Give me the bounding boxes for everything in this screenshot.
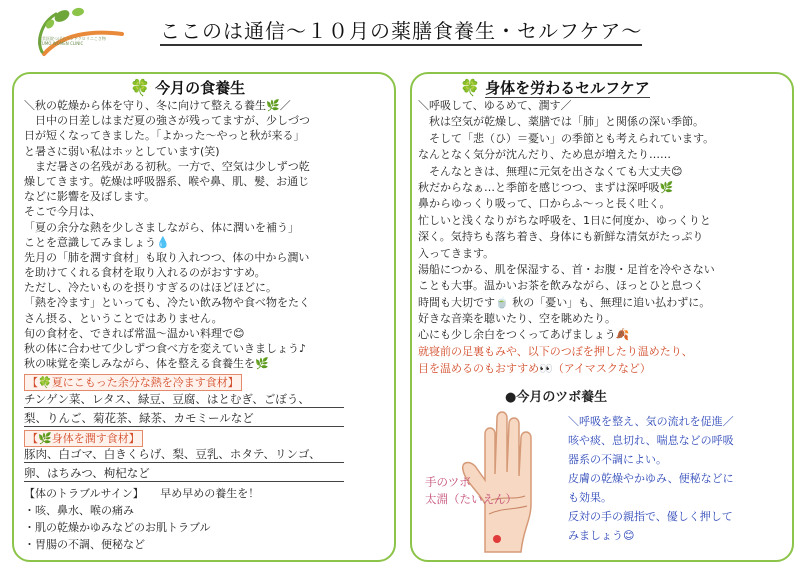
tsubo-desc-line: 咳や痰、息切れ、喘息などの呼吸: [568, 434, 734, 447]
left-line: 秋の味覚を楽しみながら、体を整える食養生を🌿: [24, 357, 269, 371]
right-line: 鼻からゆっくり吸って、口からふ〜っと長く吐く。: [418, 197, 671, 211]
left-body: [24, 98, 310, 371]
right-panel-heading: 🍀 身体を労わるセルフケア: [460, 78, 650, 97]
left-line: を助けてくれる食材を取り入れるのがおすすめ。: [24, 266, 266, 280]
right-line: なんとなく気分が沈んだり、ため息が増えたり……: [418, 148, 671, 162]
trouble-title: 【体のトラブルサイン】 早め早めの養生を！: [24, 487, 260, 500]
left-line: 先月の「肺を潤す食材」も取り入れつつ、体の中から潤い: [24, 250, 310, 264]
moistening-foods-tag: 【🌿身体を潤す食材】: [24, 430, 143, 447]
logo-text: 出雲医院つばらバンドクロリニこさ物 IZUMO WOMEN CLINIC: [38, 36, 106, 46]
left-line: ただし、冷たいものを摂りすぎるのはほどほどに。: [24, 281, 277, 295]
left-line: 秋の体に合わせて少しずつ食べ方を変えていきましょう♪: [24, 342, 307, 355]
tsubo-desc-line: ＼呼吸を整え、気の流れを促進／: [568, 415, 734, 428]
right-line: 忙しいと浅くなりがちな呼吸を、1日に何度か、ゆっくりと: [418, 213, 711, 227]
left-line: さん摂る、ということではありません。: [24, 311, 223, 325]
right-line: 秋は空気が乾燥し、薬膳では「肺」と関係の深い季節。: [418, 115, 704, 129]
right-line: 湯船につかる、肌を保湿する、首・お腹・足首を冷やさない: [418, 262, 715, 276]
tsubo-desc-line: 器系の不調によい。: [568, 453, 667, 466]
right-highlight-line: 就寝前の足裏もみや、以下のつぼを押したり温めたり、: [418, 344, 693, 358]
cooling-foods-tag: 【🍀夏にこもった余分な熱を冷ます食材】: [24, 374, 242, 391]
left-line: 日中の日差しはまだ夏の強さが残ってますが、少しづつ: [24, 114, 310, 128]
tsubo-heading: ●今月のツボ養生: [505, 390, 608, 405]
left-line: などに影響を及ぼします。: [24, 190, 156, 204]
tsubo-description: [568, 414, 734, 547]
left-line: まだ暑さの名残がある初秋。一方で、空気は少しずつ乾: [24, 159, 310, 173]
moistening-foods-line: 卵、はちみつ、枸杞など: [24, 466, 344, 482]
clover-icon: 🍀: [460, 78, 480, 97]
trouble-item: ・肌の乾燥かゆみなどのお肌トラブル: [24, 521, 211, 534]
right-body: [418, 98, 715, 379]
page-title: ここのは通信〜１０月の薬膳食養生・セルフケア〜: [160, 18, 642, 46]
taien-point-marker: [493, 535, 501, 543]
right-line: ＼呼吸して、ゆるめて、潤す／: [418, 99, 572, 112]
right-line: 入ってきます。: [418, 246, 495, 260]
left-line: 「夏の余分な熱を少しさましながら、体に潤いを補う」: [24, 220, 299, 234]
trouble-item: ・胃腸の不調、便秘など: [24, 538, 145, 551]
right-line: そして「悲（ひ）＝憂い」の季節とも考えられています。: [418, 131, 715, 145]
left-line: 「熱を冷ます」といっても、冷たい飲み物や食べ物をたく: [24, 296, 310, 310]
trouble-item: ・咳、鼻水、喉の痛み: [24, 504, 134, 517]
cooling-foods-line: チンゲン菜、レタス、緑豆、豆腐、はとむぎ、ごぼう、: [24, 392, 344, 408]
right-line: 心にも少し余白をつくってあげましょう🍂: [418, 328, 630, 342]
clinic-logo: [22, 4, 132, 62]
right-line: 時間も大切です🍵 秋の「憂い」も、無理に追い払わずに。: [418, 295, 711, 309]
tsubo-desc-line: みましょう😊: [568, 529, 635, 542]
clover-icon: 🍀: [130, 78, 150, 97]
left-line: 日が短くなってきました。「よかった〜やっと秋が来る」: [24, 129, 305, 143]
left-line: ＼秋の乾燥から体を守り、冬に向けて整える養生🌿／: [24, 99, 291, 112]
trouble-signs: [24, 486, 259, 554]
left-line: そこで今月は、: [24, 205, 101, 219]
right-line: 深く。気持ちも落ち着き、身体にも新鮮な清気がたっぷり: [418, 230, 704, 244]
cooling-foods-line: 梨、りんご、菊花茶、緑茶、カモミールなど: [24, 411, 344, 427]
left-line: 旬の食材を、できれば常温〜温かい料理で😊: [24, 326, 245, 340]
tsubo-desc-line: も効果。: [568, 491, 612, 504]
tsubo-desc-line: 皮膚の乾燥やかゆみ、便秘などに: [568, 472, 734, 485]
right-line: ことも大事。温かいお茶を飲みながら、ほっとひと息つく: [418, 279, 704, 293]
right-highlight-line: 目を温めるのもおすすめ👀（アイマスクなど）: [418, 362, 651, 376]
right-line: 好きな音楽を聴いたり、空を眺めたり。: [418, 312, 616, 326]
tsubo-desc-line: 反対の手の親指で、優しく押して: [568, 510, 733, 523]
left-line: 燥してきます。乾燥は呼吸器系、喉や鼻、肌、髪、お通じ: [24, 174, 310, 188]
left-line: ことを意識してみましょう💧: [24, 235, 170, 249]
moistening-foods-line: 豚肉、白ゴマ、白きくらげ、梨、豆乳、ホタテ、リンゴ、: [24, 447, 344, 463]
left-panel-heading: 🍀 今月の食養生: [130, 78, 246, 97]
tsubo-label: 手のツボ 太淵（たいえん）: [425, 475, 517, 506]
right-line: そんなときは、無理に元気を出さなくても大丈夫😊: [418, 164, 683, 178]
right-line: 秋だからなぁ…と季節を感じつつ、まずは深呼吸🌿: [418, 180, 674, 194]
left-line: と暑さに弱い私はホッとしています(笑): [24, 144, 220, 158]
